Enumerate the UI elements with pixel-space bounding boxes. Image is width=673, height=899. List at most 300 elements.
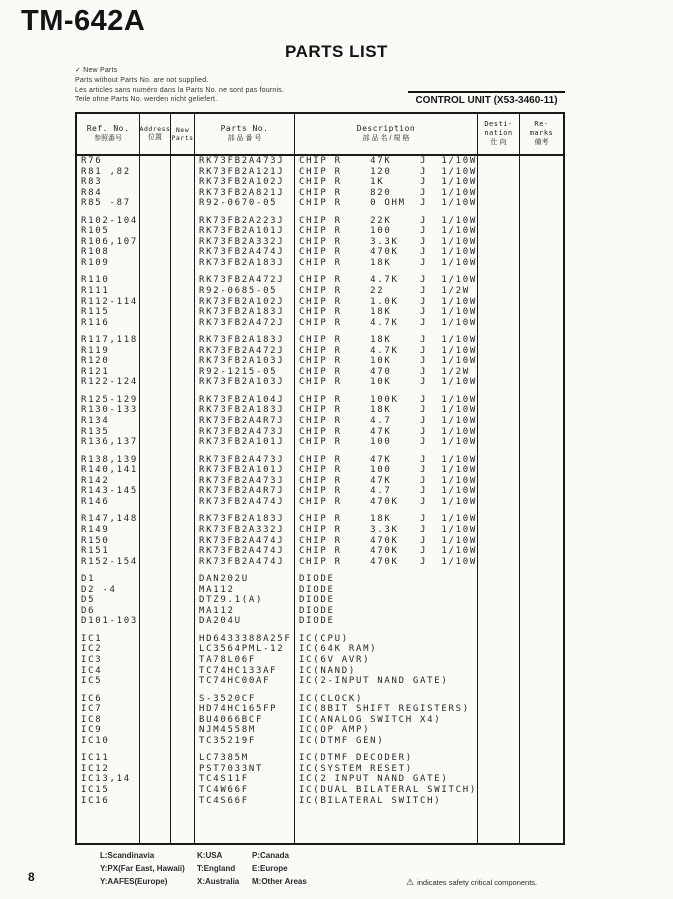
cell-remarks — [520, 666, 563, 677]
cell-ref-no: R134 — [77, 416, 140, 427]
cell-remarks — [520, 388, 563, 395]
legend-item: M:Other Areas — [252, 877, 307, 886]
cell-remarks — [520, 335, 563, 346]
table-row — [77, 616, 563, 627]
cell-address — [140, 546, 171, 557]
cell-remarks — [520, 216, 563, 227]
cell-parts-no: RK73FB2A472J — [195, 346, 295, 357]
cell-remarks — [520, 297, 563, 308]
cell-remarks — [520, 557, 563, 568]
cell-parts-no: RK73FB2A223J — [195, 216, 295, 227]
cell-description: CHIP R 470K J 1/10W — [295, 536, 478, 547]
cell-ref-no: R105 — [77, 226, 140, 237]
cell-ref-no: R81 ,82 — [77, 167, 140, 178]
cell-ref-no: R142 — [77, 476, 140, 487]
cell-destination — [478, 367, 520, 378]
cell-new-parts — [171, 156, 195, 167]
cell-ref-no: IC5 — [77, 676, 140, 687]
cell-remarks — [520, 427, 563, 438]
cell-description: CHIP R 100 J 1/10W — [295, 226, 478, 237]
table-row — [77, 388, 563, 395]
cell-description: CHIP R 18K J 1/10W — [295, 335, 478, 346]
cell-description: IC(SYSTEM RESET) — [295, 764, 478, 775]
cell-remarks — [520, 177, 563, 188]
cell-ref-no — [77, 328, 140, 335]
cell-ref-no — [77, 507, 140, 514]
cell-description: CHIP R 22 J 1/2W — [295, 286, 478, 297]
cell-remarks — [520, 606, 563, 617]
cell-ref-no: D5 — [77, 595, 140, 606]
note-english: Parts without Parts No. are not supplied. — [75, 76, 209, 84]
col-header-remarks-line1: Re- — [534, 120, 549, 128]
cell-parts-no: TC4W66F — [195, 785, 295, 796]
cell-address — [140, 644, 171, 655]
cell-destination — [478, 258, 520, 269]
table-row — [77, 567, 563, 574]
table-row — [77, 606, 563, 617]
table-row — [77, 198, 563, 209]
cell-parts-no: RK73FB2A474J — [195, 546, 295, 557]
cell-destination — [478, 687, 520, 694]
cell-remarks — [520, 268, 563, 275]
cell-destination — [478, 156, 520, 167]
cell-destination — [478, 297, 520, 308]
cell-parts-no: S-3520CF — [195, 694, 295, 705]
cell-remarks — [520, 455, 563, 466]
table-row — [77, 318, 563, 329]
cell-new-parts — [171, 286, 195, 297]
col-header-address-jp: 位置 — [148, 134, 162, 142]
cell-address — [140, 525, 171, 536]
col-header-destination-line2: nation — [484, 129, 513, 137]
cell-ref-no: IC6 — [77, 694, 140, 705]
header-notes — [75, 66, 284, 105]
cell-new-parts — [171, 627, 195, 634]
cell-parts-no: TC35219F — [195, 736, 295, 747]
cell-destination — [478, 536, 520, 547]
col-header-new-parts — [171, 114, 195, 154]
legend-item: T:England — [197, 864, 236, 873]
cell-address — [140, 746, 171, 753]
cell-new-parts — [171, 514, 195, 525]
cell-remarks — [520, 437, 563, 448]
cell-remarks — [520, 644, 563, 655]
cell-parts-no — [195, 746, 295, 753]
cell-remarks — [520, 774, 563, 785]
cell-new-parts — [171, 346, 195, 357]
cell-new-parts — [171, 395, 195, 406]
legend-item: Y:PX(Far East, Hawaii) — [100, 864, 185, 873]
cell-parts-no — [195, 448, 295, 455]
table-row — [77, 507, 563, 514]
cell-new-parts — [171, 746, 195, 753]
cell-destination — [478, 796, 520, 807]
legend-item: K:USA — [197, 851, 223, 860]
cell-destination — [478, 585, 520, 596]
cell-ref-no: R121 — [77, 367, 140, 378]
cell-destination — [478, 606, 520, 617]
cell-parts-no — [195, 687, 295, 694]
cell-new-parts — [171, 687, 195, 694]
cell-destination — [478, 644, 520, 655]
table-row — [77, 297, 563, 308]
cell-ref-no — [77, 627, 140, 634]
cell-new-parts — [171, 574, 195, 585]
table-row — [77, 427, 563, 438]
cell-destination — [478, 704, 520, 715]
col-header-ref-en: Ref. No. — [86, 124, 130, 133]
cell-remarks — [520, 395, 563, 406]
table-row — [77, 188, 563, 199]
cell-destination — [478, 455, 520, 466]
cell-parts-no: RK73FB2A104J — [195, 395, 295, 406]
cell-new-parts — [171, 318, 195, 329]
cell-ref-no: R130-133 — [77, 405, 140, 416]
cell-address — [140, 405, 171, 416]
cell-description — [295, 448, 478, 455]
cell-remarks — [520, 785, 563, 796]
col-header-parts-jp: 部 品 番 号 — [227, 135, 262, 142]
cell-ref-no: R85 -87 — [77, 198, 140, 209]
cell-description: IC(2 INPUT NAND GATE) — [295, 774, 478, 785]
cell-address — [140, 356, 171, 367]
cell-description: CHIP R 18K J 1/10W — [295, 514, 478, 525]
cell-destination — [478, 437, 520, 448]
cell-remarks — [520, 655, 563, 666]
cell-parts-no: RK73FB2A473J — [195, 476, 295, 487]
cell-address — [140, 574, 171, 585]
cell-remarks — [520, 704, 563, 715]
cell-new-parts — [171, 497, 195, 508]
cell-ref-no: IC13,14 — [77, 774, 140, 785]
cell-ref-no: R110 — [77, 275, 140, 286]
cell-remarks — [520, 764, 563, 775]
cell-new-parts — [171, 715, 195, 726]
cell-description: CHIP R 1.0K J 1/10W — [295, 297, 478, 308]
cell-description — [295, 209, 478, 216]
table-row — [77, 536, 563, 547]
cell-parts-no: DAN202U — [195, 574, 295, 585]
cell-parts-no: PST7033NT — [195, 764, 295, 775]
cell-destination — [478, 377, 520, 388]
cell-description: IC(6V AVR) — [295, 655, 478, 666]
cell-address — [140, 167, 171, 178]
table-row — [77, 546, 563, 557]
cell-ref-no: R140,141 — [77, 465, 140, 476]
cell-new-parts — [171, 275, 195, 286]
cell-remarks — [520, 167, 563, 178]
cell-remarks — [520, 507, 563, 514]
table-row — [77, 367, 563, 378]
cell-destination — [478, 655, 520, 666]
col-header-address-en: Address — [139, 124, 171, 133]
cell-address — [140, 198, 171, 209]
cell-address — [140, 753, 171, 764]
legend-item: P:Canada — [252, 851, 289, 860]
cell-address — [140, 655, 171, 666]
table-row — [77, 167, 563, 178]
table-row — [77, 715, 563, 726]
cell-ref-no — [77, 388, 140, 395]
cell-parts-no: RK73FB2A473J — [195, 427, 295, 438]
cell-destination — [478, 774, 520, 785]
table-row — [77, 497, 563, 508]
table-row — [77, 595, 563, 606]
cell-remarks — [520, 226, 563, 237]
cell-ref-no: R136,137 — [77, 437, 140, 448]
cell-parts-no: RK73FB2A4R7J — [195, 486, 295, 497]
col-header-remarks-jp: 備考 — [534, 139, 549, 146]
cell-new-parts — [171, 595, 195, 606]
cell-new-parts — [171, 694, 195, 705]
cell-ref-no — [77, 268, 140, 275]
cell-address — [140, 497, 171, 508]
table-body — [77, 156, 563, 806]
col-header-parts-en: Parts No. — [220, 124, 269, 133]
table-row — [77, 753, 563, 764]
cell-destination — [478, 785, 520, 796]
cell-address — [140, 595, 171, 606]
cell-new-parts — [171, 507, 195, 514]
cell-destination — [478, 405, 520, 416]
cell-parts-no: RK73FB2A183J — [195, 405, 295, 416]
cell-parts-no: TC4S66F — [195, 796, 295, 807]
cell-parts-no: R92-0685-05 — [195, 286, 295, 297]
cell-new-parts — [171, 237, 195, 248]
cell-address — [140, 774, 171, 785]
cell-destination — [478, 388, 520, 395]
cell-destination — [478, 286, 520, 297]
cell-address — [140, 666, 171, 677]
cell-new-parts — [171, 606, 195, 617]
cell-new-parts — [171, 666, 195, 677]
cell-address — [140, 286, 171, 297]
cell-new-parts — [171, 335, 195, 346]
table-row — [77, 655, 563, 666]
cell-address — [140, 377, 171, 388]
cell-destination — [478, 764, 520, 775]
cell-new-parts — [171, 557, 195, 568]
table-row — [77, 704, 563, 715]
cell-address — [140, 557, 171, 568]
cell-remarks — [520, 753, 563, 764]
cell-address — [140, 507, 171, 514]
cell-parts-no: TA78L06F — [195, 655, 295, 666]
cell-remarks — [520, 237, 563, 248]
table-row — [77, 286, 563, 297]
table-row — [77, 405, 563, 416]
cell-remarks — [520, 634, 563, 645]
cell-ref-no: R117,118 — [77, 335, 140, 346]
table-row — [77, 416, 563, 427]
cell-remarks — [520, 546, 563, 557]
cell-address — [140, 307, 171, 318]
cell-ref-no: R115 — [77, 307, 140, 318]
table-row — [77, 307, 563, 318]
cell-address — [140, 616, 171, 627]
cell-address — [140, 216, 171, 227]
cell-description — [295, 328, 478, 335]
cell-destination — [478, 356, 520, 367]
cell-parts-no: R92-1215-05 — [195, 367, 295, 378]
cell-description: CHIP R 4.7 J 1/10W — [295, 486, 478, 497]
cell-parts-no: RK73FB2A102J — [195, 297, 295, 308]
cell-description: CHIP R 47K J 1/10W — [295, 156, 478, 167]
cell-new-parts — [171, 198, 195, 209]
cell-parts-no: DA204U — [195, 616, 295, 627]
table-row — [77, 687, 563, 694]
cell-parts-no: RK73FB2A101J — [195, 437, 295, 448]
cell-description: CHIP R 3.3K J 1/10W — [295, 525, 478, 536]
table-row — [77, 455, 563, 466]
cell-address — [140, 275, 171, 286]
cell-address — [140, 367, 171, 378]
cell-new-parts — [171, 427, 195, 438]
cell-new-parts — [171, 377, 195, 388]
cell-remarks — [520, 574, 563, 585]
table-row — [77, 764, 563, 775]
table-row — [77, 585, 563, 596]
table-row — [77, 785, 563, 796]
cell-ref-no: IC16 — [77, 796, 140, 807]
cell-address — [140, 585, 171, 596]
cell-parts-no: HD74HC165FP — [195, 704, 295, 715]
cell-ref-no: D6 — [77, 606, 140, 617]
cell-address — [140, 736, 171, 747]
cell-remarks — [520, 367, 563, 378]
cell-destination — [478, 335, 520, 346]
cell-remarks — [520, 198, 563, 209]
cell-parts-no: RK73FB2A102J — [195, 177, 295, 188]
cell-description: CHIP R 18K J 1/10W — [295, 405, 478, 416]
col-header-parts-no — [195, 114, 295, 154]
cell-ref-no: IC10 — [77, 736, 140, 747]
cell-address — [140, 606, 171, 617]
cell-ref-no: R125-129 — [77, 395, 140, 406]
cell-destination — [478, 318, 520, 329]
cell-address — [140, 514, 171, 525]
cell-address — [140, 156, 171, 167]
cell-destination — [478, 546, 520, 557]
table-header — [77, 114, 563, 156]
cell-description: IC(DUAL BILATERAL SWITCH) — [295, 785, 478, 796]
cell-description: DIODE — [295, 585, 478, 596]
table-row — [77, 216, 563, 227]
table-row — [77, 574, 563, 585]
table-row — [77, 346, 563, 357]
cell-description: IC(DTMF DECODER) — [295, 753, 478, 764]
cell-remarks — [520, 476, 563, 487]
cell-new-parts — [171, 796, 195, 807]
cell-destination — [478, 307, 520, 318]
cell-destination — [478, 497, 520, 508]
destination-legend — [100, 851, 307, 886]
note-new-parts: ✓ New Parts — [75, 67, 118, 74]
cell-description: CHIP R 4.7K J 1/10W — [295, 275, 478, 286]
cell-destination — [478, 216, 520, 227]
cell-ref-no: IC11 — [77, 753, 140, 764]
cell-description: CHIP R 47K J 1/10W — [295, 455, 478, 466]
cell-parts-no: RK73FB2A4R7J — [195, 416, 295, 427]
cell-remarks — [520, 725, 563, 736]
cell-destination — [478, 275, 520, 286]
cell-address — [140, 335, 171, 346]
cell-address — [140, 268, 171, 275]
cell-destination — [478, 188, 520, 199]
cell-new-parts — [171, 405, 195, 416]
cell-address — [140, 676, 171, 687]
cell-address — [140, 328, 171, 335]
cell-new-parts — [171, 297, 195, 308]
table-row — [77, 557, 563, 568]
cell-ref-no: R76 — [77, 156, 140, 167]
cell-new-parts — [171, 634, 195, 645]
table-row — [77, 247, 563, 258]
cell-parts-no — [195, 209, 295, 216]
col-header-remarks-line2: marks — [529, 129, 554, 137]
col-header-ref — [77, 114, 140, 154]
cell-address — [140, 455, 171, 466]
cell-ref-no: IC2 — [77, 644, 140, 655]
cell-ref-no: IC12 — [77, 764, 140, 775]
cell-new-parts — [171, 268, 195, 275]
table-row — [77, 694, 563, 705]
cell-parts-no: R92-0670-05 — [195, 198, 295, 209]
cell-ref-no: IC8 — [77, 715, 140, 726]
cell-parts-no: RK73FB2A101J — [195, 226, 295, 237]
cell-new-parts — [171, 167, 195, 178]
cell-new-parts — [171, 448, 195, 455]
cell-destination — [478, 226, 520, 237]
cell-new-parts — [171, 704, 195, 715]
cell-description: CHIP R 47K J 1/10W — [295, 427, 478, 438]
col-header-description-en: Description — [356, 124, 416, 133]
cell-description — [295, 567, 478, 574]
cell-new-parts — [171, 177, 195, 188]
cell-destination — [478, 507, 520, 514]
cell-new-parts — [171, 567, 195, 574]
cell-address — [140, 226, 171, 237]
table-row — [77, 328, 563, 335]
cell-new-parts — [171, 356, 195, 367]
cell-new-parts — [171, 525, 195, 536]
parts-table — [75, 112, 565, 845]
cell-description: IC(OP AMP) — [295, 725, 478, 736]
cell-destination — [478, 328, 520, 335]
cell-description: CHIP R 100K J 1/10W — [295, 395, 478, 406]
table-row — [77, 377, 563, 388]
table-row — [77, 725, 563, 736]
table-row — [77, 209, 563, 216]
table-row — [77, 156, 563, 167]
cell-description: CHIP R 10K J 1/10W — [295, 377, 478, 388]
cell-description: CHIP R 47K J 1/10W — [295, 476, 478, 487]
table-row — [77, 525, 563, 536]
table-row — [77, 514, 563, 525]
cell-description: DIODE — [295, 616, 478, 627]
cell-new-parts — [171, 188, 195, 199]
cell-description: DIODE — [295, 595, 478, 606]
cell-destination — [478, 247, 520, 258]
table-row — [77, 736, 563, 747]
cell-remarks — [520, 736, 563, 747]
cell-destination — [478, 198, 520, 209]
table-row — [77, 746, 563, 753]
cell-address — [140, 437, 171, 448]
cell-destination — [478, 416, 520, 427]
cell-remarks — [520, 595, 563, 606]
cell-remarks — [520, 486, 563, 497]
